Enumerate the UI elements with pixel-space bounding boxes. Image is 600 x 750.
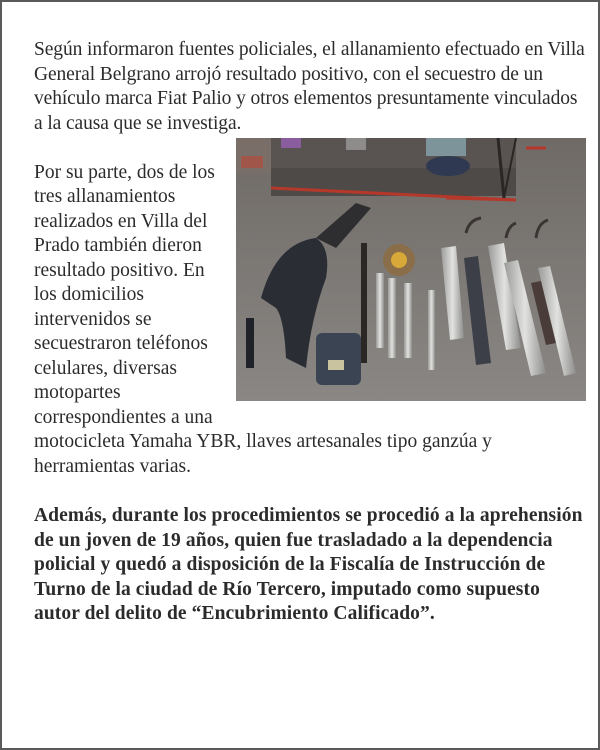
article-photo xyxy=(236,138,586,401)
paragraph-1: Según informaron fuentes policiales, el allanamiento efectuado en Villa General Belgrano arrojó resultado positivo, con el secuestro de un vehículo marca Fiat Palio y otros elementos presuntamente vinculados a la causa que se investiga. xyxy=(34,39,585,134)
paragraph-3-bold: Además, durante los procedimientos se procedió a la aprehensión de un joven de 19 años, quien fue trasladado a la dependencia policial y quedó a disposición de la Fiscalía de Instrucción de Turno de la ciudad de Río Tercero, imputado como supuesto autor del delito de “Encubrimiento Calificado”. xyxy=(34,505,583,624)
article-body xyxy=(34,38,586,627)
paragraph-2: Por su parte, dos de los tres allanamientos realizados en Villa del Prado también dieron resultado positivo. En los domicilios intervenidos se secuestraron teléfonos celulares, diversas motopartes correspondientes a una motocicleta Yamaha YBR, llaves artesanales tipo ganzúa y herramientas varias. xyxy=(34,161,492,477)
motorcycle-parts-photo xyxy=(236,138,586,401)
